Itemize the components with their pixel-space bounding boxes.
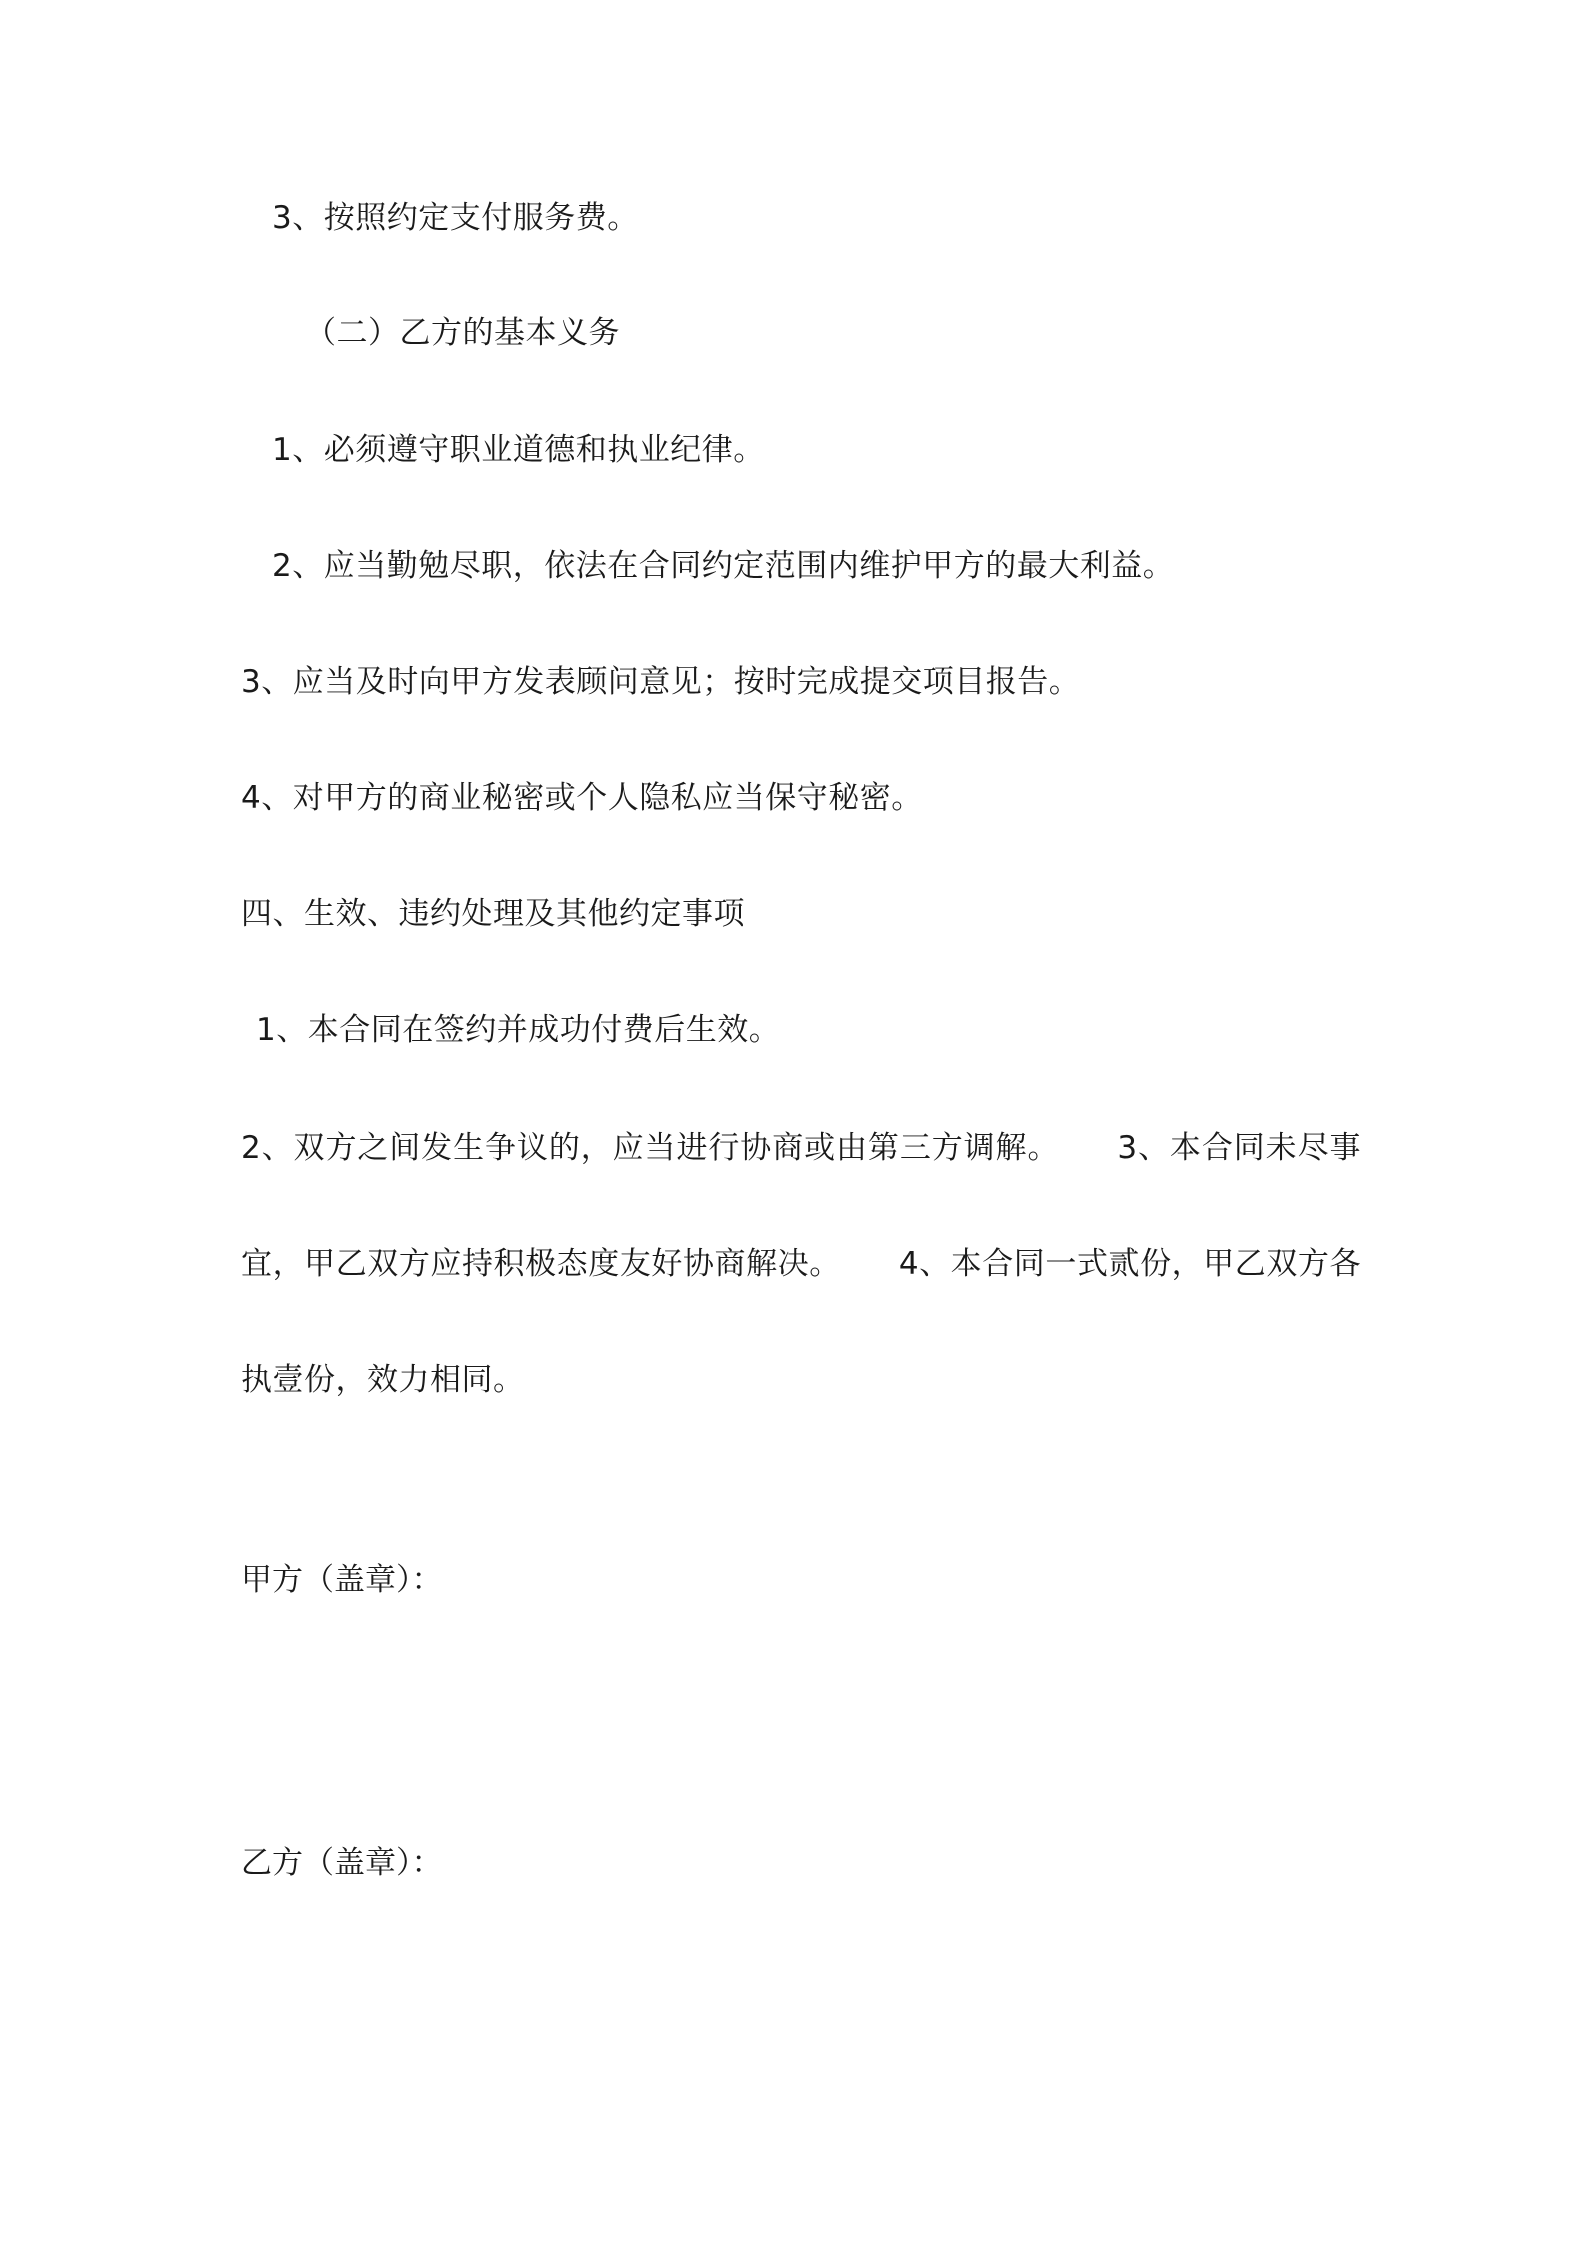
- section-4-item-3: 3、本合同未尽事宜，甲乙双方应持积极态度友好协商解决。: [241, 1130, 1361, 1282]
- party-b-obligation-2: 2、应当勤勉尽职，依法在合同约定范围内维护甲方的最大利益。: [272, 548, 1175, 584]
- section-4-item-2: 2、双方之间发生争议的，应当进行协商或由第三方调解。: [241, 1130, 1060, 1166]
- party-a-signature-label: 甲方（盖章）：: [241, 1562, 443, 1598]
- party-b-signature-label: 乙方（盖章）：: [241, 1845, 443, 1881]
- section-4-paragraph: [241, 1090, 1361, 1438]
- section-4-item-1: 1、本合同在签约并成功付费后生效。: [256, 1012, 781, 1048]
- section-4-title: 四、生效、违约处理及其他约定事项: [241, 896, 745, 932]
- party-b-obligation-1: 1、必须遵守职业道德和执业纪律。: [272, 432, 765, 468]
- party-b-obligation-4: 4、对甲方的商业秘密或个人隐私应当保守秘密。: [241, 780, 923, 816]
- party-a-obligation-3: 3、按照约定支付服务费。: [272, 200, 639, 236]
- party-b-obligation-3: 3、应当及时向甲方发表顾问意见；按时完成提交项目报告。: [241, 664, 1081, 700]
- party-b-section-title: （二）乙方的基本义务: [305, 315, 620, 351]
- section-4-item-4: 4、本合同一式贰份，甲乙双方各执壹份，效力相同。: [241, 1246, 1361, 1398]
